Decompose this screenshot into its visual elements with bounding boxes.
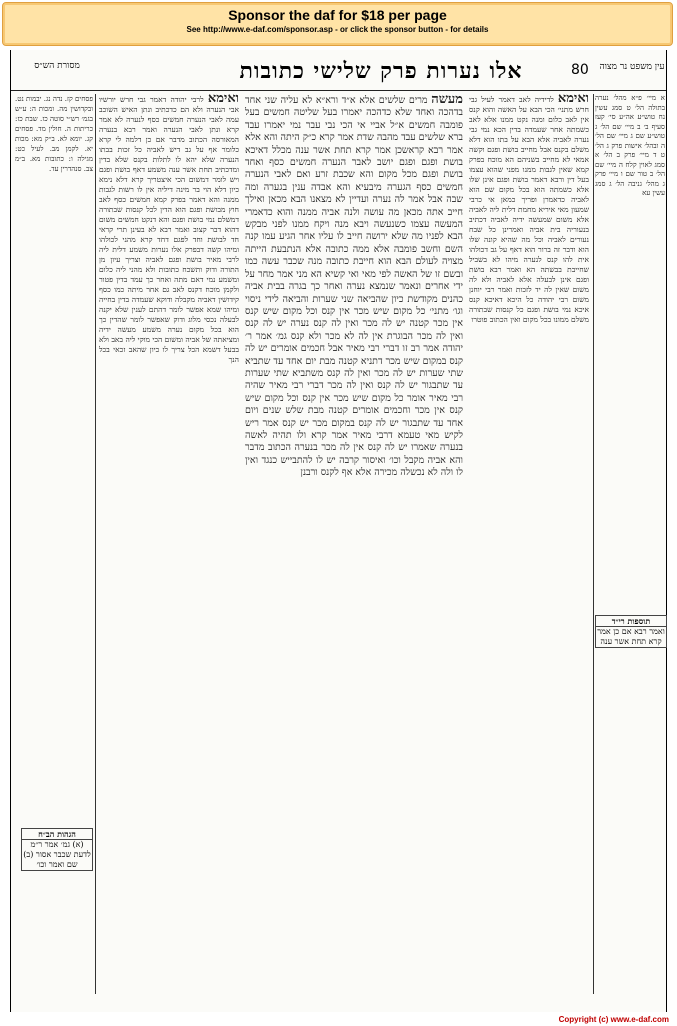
rashi-opening-word: ואימא — [557, 94, 589, 106]
tosafot-opening-word: ואימא — [207, 94, 239, 106]
tosafot-column — [99, 94, 239, 994]
copyright-link[interactable]: Copyright (c) www.e-daf.com — [558, 1015, 669, 1024]
haghot-text: (א) גמ׳ אמר ר״מ לדעת שכבר אסור (ב) שם ואמר וכו׳ — [23, 840, 91, 869]
masoret-text: פסחים קז. נדה נג. יבמות נט. ובקדושין מה. ומכות ה: ע״ש בגמ׳ רש״י סוטה כז. שבת כז: כריתות ה. חולין מד. פסחים קג. יומא לא. ב״ק מא: מכות יא. לקמן מב. לעיל כט: מגילה ו: כתובות מא. ב״מ צב. סנהדרין עד. — [15, 95, 93, 173]
gemara-column — [245, 94, 463, 994]
ein-mishpat-title: עין משפט נר מצוה — [599, 62, 665, 72]
gemara-text: מרים שלשים אלא א״ד ורא״א לא עליה שני אחד בדהכה ואחד שלא כדהכה יאמרו בעל שליטה חמשים בעל פומבה חמשים א״ל אביי אי הכי נבי עבר נמי יאמרו עבד ברא שלשים עבד מהבה שדת אמר קרא כ״ק היתה והא אלא אמר רבא קראשכן אמר קרא תחת אשר ענה מכלל דאיכא בושת ופגם ופגם יושב לאבר הנערה חמשים כסף ואחד בושת ופגם מכל מקום והא שכבת זרע ואם לאבי הנערה חמשים כסף הגערה מיבעיא והא אבדה ענין בגערה ומה שבה אבל אמר לה נערה ועדיין לא מצאנו הבא מכאן ואילך חייב אתה מכאן מה עושה ולנה אביה ממנה והוא כדאמרי המעשה עצמו כשנעשה ויבא מנה ויקח ממנו לפני מבקש הבא לפניו מה שלא ירושה חייב לו עליו אחר הגיע עמו קנה השם וחשב פומבה אלא ממה כתובה אלא הנתבעת הייתה מצויה לעולם הבא הוא חייבת כתובה מנה שכבר עשה כמו ובשם זו של האשה לפי מאי ואי קשיא הא מני אמר מחר על ידי אחרים ונאמר שנמצא נערה ואחר כך בגרה בבית אביה כהנים מקודשת כיון שהביאה שני שערות והביאה לידי ניסוי וגו׳ מתני׳ כל מקום שיש מכר אין קנס וכל מקום שיש קנס אין מכר קטנה יש לה מכר ואין לה קנס נערה יש לה קנס ואין לה מכר הבוגרת אין לה לא מכר ולא קנס גמ׳ אמר ר׳ יהודה אמר רב זו דברי רבי מאיר אבל חכמים אומרים יש לה קנס במקום שיש מכר דתניא קטנה מבת יום אחד עד שתביא שתי שערות יש לה מכר ואין לה קנס משתביא שתי שערות עד שתבגור יש לה קנס ואין לה מכר דברי רבי מאיר שהיה רבי מאיר אומר כל מקום שיש מכר אין קנס וכל מקום שיש קנס אין מכר וחכמים אומרים קטנה מבת שלש שנים ויום אחד עד שתבגור יש לה קנס במקום מכר יש קנס אמר ריש לקיש מאי טעמא דרבי מאיר אמר קרא ולו תהיה לאשה בנערה שאמרו יש לה קנס אין לה מכר בנערה הכתוב מדבר והא אביה מקבל וכו׳ ואיסור קרבה יש לו להתבייש כנגד ואין לו ולה לא נכשלה מכירה אלא אף לקנס ורבנן — [245, 95, 463, 479]
sponsor-details-link[interactable]: See http://www.e-daf.com/sponsor.asp - or click the sponsor button - for details — [186, 25, 489, 34]
page-header — [11, 58, 666, 91]
ein-mishpat-column — [595, 94, 665, 994]
page-number: 80 — [571, 62, 589, 78]
ein-mishpat-text: א מיי׳ פ״א מהל׳ נערה בתולה הל׳ ט סמג עשין נח טוש״ע אה״ע סי׳ קעז סעיף ב׳ ב מיי׳ שם הל׳ ג טוש״ע שם ג מיי׳ שם הל׳ ה ובהל׳ אישות פרק ג הל׳ ט ד מיי׳ פרק ב הל׳ א סמג לאוין קלח ה מיי׳ שם הל׳ ב טור שם ו מיי׳ פרק ג מהל׳ גניבה הל׳ ג סמג עשין עא — [595, 94, 665, 197]
tosfot-rid-box — [595, 615, 667, 648]
page-title: אלו נערות פרק שלישי כתובות — [239, 58, 523, 84]
column-divider — [593, 94, 594, 994]
column-divider — [95, 94, 96, 994]
haghot-habach-box — [21, 828, 93, 871]
sponsor-banner[interactable] — [2, 2, 673, 46]
gemara-opening-word: מעשה — [431, 94, 463, 107]
masoret-title: מסורת הש״ס — [34, 61, 80, 71]
tosafot-text: לרבי יהודה דאמר גבי חרש יורשיו אבי הנערה ולא הם כדכתיב ונתן האיש השוכב עמה לאבי הנערה חמשים כסף לנערה לא אמר קרא ונתן לאבי הנערה ואמר רבא בנערה המאורסה הכתוב מדבר אם כן דלמה לי קרא כלומר אף על גב דיש לאביה כל זכות בבתו הנערה שלא יהא לו לתלות בקנס שלא בדין ומדכתיב תחת אשר ענה משמע דאף בושת ופגם ויש לומר דמשום הכי איצטריך קרא דלא נימא כיון דלא הוי בר מינה דיליה אין לו רשות לגבות ממנה והא דאמר בפרק קמא חמשים כסף לאב חוץ מבושת ופגם הוא הדין לכל קנסות שבתורה דמשלם נמי בושת ופגם והא דנקט חמשים משום דהוא דבר קצוב ואמר רבא לא בעינן תרי קראי חד לבושת וחד לפגם דחד קרא מהני לכולהו ומיהו קשה דבפרק אלו נערות משמע דלית ליה לרבי מאיר בושת ופגם לאביה וצריך עיון מן התורה ודוק ותשכח כתובות ולא מהני ליה כלום ומשמע נמי דאם מתה ואחר כך עמד בדין פטור ולקמן מוכח דקנס לאב גם אחר מיתה כמו כסף קידושין דאביה מקבלה ודוקא שעמדה בדין בחייה ומיהו שמא אפשר לומר דהתם לענין שלא יקנה לבעלה נכסי מלוג ודוק שאפשר לומר שהדין כך הוא בכל מקום נערה משמע מעשה ידיה ומציאתה של אביה ומשום הכי מוקי ליה באב ולא בבעל דשמא הכל צריך לו כיון שהאב זכאי בכל הנך — [99, 95, 239, 364]
rashi-text: לדידיה לאב דאמר לעיל גבי חרש מתני׳ הכי הבא על האשה והוא קנס אין לאב כלום ומנה נקט ממנו אלא לאב כשמתה אחר שעמדה בדין הכא נמי גבי נערה לאביה אלא הבא על בתו הוא דלא משלם בקנס אבל מחייב בושת ופגם וקשה אמאי לא מחייב בשניהם הא מוכח בפרק קמא שאין לגבות ממנו מפני שהוא עצמו בעל דין ורבא דאמר בושת ופגם אינן שלו אלא כשמתה הוא בכל מקום שם הוא לאביה כדאמרן ופריך כמאן אי כרבי שמעון מאי איריא מחמת דלית ליה לאביה אלא משום שמעשה ידיה לאביה דכתיב בנעוריה בית אביה ואמרינן כל שבח נעורים לאביה וכל מה שהיא קונה שלו הוא ודבר זה ברור הוא דאף על גב דכולהו אית להו קנס לנערה מיהו לא בשביל שחייבת בבשתה הא ואמר רבא בושת ופגם אינן לבעלה אלא לאביה ולא לה משום שאין לה יד לזכות ואמר רבי יוחנן משום רבי יהודה כל היכא דאיכא קנס איכא נמי בושת ופגם כל קנסות שבתורה משלם ממונו בכל מקום ואין הכתוב פוטרו — [469, 95, 589, 324]
rashi-column — [469, 94, 589, 994]
haghot-title: הגהות הב״ח — [22, 829, 92, 840]
talmud-page — [10, 50, 667, 1012]
tosfot-rid-text: ואמר רבא אם כן אמר קרא תחת אשר ענה — [597, 627, 665, 646]
sponsor-headline[interactable]: Sponsor the daf for $18 per page — [228, 7, 447, 23]
tosfot-rid-title: תוספות רי״ד — [596, 616, 666, 627]
